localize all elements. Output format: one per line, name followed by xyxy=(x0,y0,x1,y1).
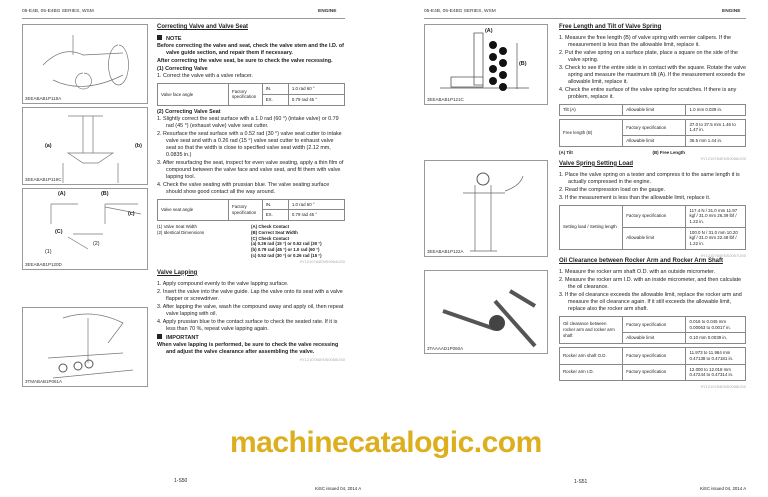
figure-label: 3EEABAB1P120D xyxy=(25,262,62,268)
section-title: Valve Lapping xyxy=(157,269,198,276)
legend-item: (a) 0.26 rad (15 °) or 0.52 rad (30 °) xyxy=(251,241,322,247)
cell: 1.0 rad 60 ° xyxy=(288,199,344,210)
cell: 0.79 rad 45 ° xyxy=(288,94,344,105)
right-header-rule xyxy=(424,18,746,19)
cell: Oil clearance between rocker arm and rocker arm shaft xyxy=(560,316,623,343)
cell: Factory specification xyxy=(623,348,686,364)
cell: EX. xyxy=(262,210,288,221)
cell: Allowable limit xyxy=(623,333,686,344)
label-1: (1) xyxy=(45,249,52,255)
cell: 0.79 rad 45 ° xyxy=(288,210,344,221)
valve-seat-angle-table xyxy=(157,199,345,221)
cell: 117.4 N / 31.0 mm 11.97 kgf / 31.0 mm 26.39 lbf / 1.22 in. xyxy=(686,205,746,227)
page-number: 1-S50 xyxy=(174,478,188,484)
subheading: (2) Correcting Valve Seat xyxy=(157,108,221,115)
cell: IN. xyxy=(262,84,288,95)
label-C: (C) xyxy=(55,229,63,235)
cell: Rocker arm I.D. xyxy=(560,364,623,380)
legend-item: (C) Check Contact xyxy=(251,235,290,241)
oil-clearance-table xyxy=(559,316,746,344)
cell: Allowable limit xyxy=(623,104,686,115)
figure-seat-contact xyxy=(22,188,148,270)
step: 1. Slightly correct the seat surface with a 1.0 rad (60 °) (intake valve) or 0.79 rad (45 °) (exhaust valve) valve seat cutter. xyxy=(157,115,339,129)
section-title: Correcting Valve and Valve Seat xyxy=(157,24,249,30)
figure-legend xyxy=(559,150,746,156)
rocker-arm-table xyxy=(559,347,746,381)
important-heading: IMPORTANT xyxy=(166,334,199,341)
page-number: 1-S51 xyxy=(574,479,588,485)
cell: Factory specification xyxy=(229,84,263,105)
doc-code: 9Y1210784ENS0065US0 xyxy=(299,356,345,362)
step: 2. Insert the valve into the valve guide. Lap the valve onto its seat with a valve flapper or screwdriver. xyxy=(157,288,343,302)
cell: Tilt (A) xyxy=(560,104,623,115)
note-heading: NOTE xyxy=(166,35,182,42)
legend-item: (A) Tilt xyxy=(559,149,573,155)
step: 4. Apply prussian blue to the contact surface to check the seated rate. If it is less than 70 %, repeat valve lapping again. xyxy=(157,318,338,332)
section-title: Valve Spring Setting Load xyxy=(559,160,634,167)
seat-cutter-drawing xyxy=(23,108,149,186)
cell: Valve seat angle xyxy=(158,199,229,220)
right-text-column xyxy=(559,24,746,389)
cell: Valve face angle xyxy=(158,84,229,105)
doc-code: 9Y1210784ENS0068US0 xyxy=(700,384,746,389)
section-title: Oil Clearance between Rocker Arm and Rocker Arm Shaft xyxy=(559,258,723,265)
step: 1. Measure the free length (B) of valve spring with vernier calipers. If the measurement is less than the allowable limit, replace it. xyxy=(559,34,731,48)
cell: 37.0 to 37.5 mm 1.46 to 1.47 in. xyxy=(686,119,746,135)
figure-label: 3EEABAB1P118A xyxy=(25,96,62,102)
step: 2. Put the valve spring on a surface plate, place a square on the side of the valve spring. xyxy=(559,49,738,63)
cell: IN. xyxy=(262,199,288,210)
doc-code: 9Y1210784ENS0064US0 xyxy=(299,258,345,264)
spring-tester-drawing xyxy=(425,161,549,258)
section-title: Free Length and Tilt of Valve Spring xyxy=(559,24,662,30)
legend-item: (b) 0.79 rad (45 °) or 1.0 rad (60 °) xyxy=(251,247,320,253)
important-item: When valve lapping is performed, be sure to check the valve recessing and adjust the valve clearance after assembling the valve. xyxy=(157,341,339,355)
important-bullet-icon xyxy=(157,334,162,339)
cell: 100.0 N / 31.0 mm 10.20 kgf / 31.0 mm 22.48 lbf / 1.22 in. xyxy=(686,227,746,249)
tilt-table xyxy=(559,104,746,116)
note-bullet-icon xyxy=(157,35,162,40)
step: 4. Check the valve seating with prussian blue. The valve seating surface should show good contact all the way around. xyxy=(157,181,330,195)
cell: 1.0 mm 0.039 in. xyxy=(686,104,746,115)
cell: Allowable limit xyxy=(623,136,686,147)
cell: Factory specification xyxy=(623,316,686,332)
cell: Factory specification xyxy=(229,199,263,220)
subheading: (1) Correcting Valve xyxy=(157,66,208,73)
step: 2. Measure the rocker arm I.D. with an inside micrometer, and then calculate the oil clearance. xyxy=(559,276,742,290)
label-b: (b) xyxy=(135,143,142,149)
figure-legend xyxy=(157,224,345,258)
figure-label: 3EEABAB1P121C xyxy=(427,97,464,103)
step: 1. Measure the rocker arm shaft O.D. with an outside micrometer. xyxy=(559,268,716,275)
legend-item: (c) 0.52 rad (30 °) or 0.26 rad (15 °) xyxy=(251,252,322,258)
step: 3. Check to see if the entire side is in contact with the square. Rotate the valve spring and measure the maximum tilt (A). If the measurement exceeds the allowable limit, replace it. xyxy=(559,64,746,85)
cell: 0.016 to 0.045 mm 0.00063 to 0.0017 in. xyxy=(686,316,746,332)
figure-valve-refacer xyxy=(22,24,148,104)
figure-spring-tilt xyxy=(424,24,548,105)
label-2: (2) xyxy=(93,241,100,247)
legend-item: (B) Correct Seat Width xyxy=(251,229,298,235)
step: 4. Check the entire surface of the valve spring for scratches. If there is any problem, replace it. xyxy=(559,86,737,100)
doc-code: 9Y1210784ENS0066US0 xyxy=(700,155,746,161)
legend-item: (2) Identical Dimensions xyxy=(157,229,205,235)
note-item: Before correcting the valve and seat, check the valve stem and the I.D. of valve guide section, and repair them if necessary. xyxy=(157,43,344,57)
cell: 11.973 to 11.984 mm 0.47138 to 0.47181 in. xyxy=(686,348,746,364)
label-a: (a) xyxy=(45,143,52,149)
seat-contact-drawing xyxy=(23,189,149,271)
step: 3. After resurfacing the seat, inspect for even valve seating, apply a thin film of compound between the valve face and valve seat, and fit them with valve lapping tool. xyxy=(157,159,344,180)
cell: Free length (B) xyxy=(560,119,623,146)
issue-info: KiSC issued 04, 2014 A xyxy=(315,486,362,491)
step: 1. Apply compound evenly to the valve lapping surface. xyxy=(157,280,289,287)
label-c: (c) xyxy=(128,211,135,217)
left-header-rule xyxy=(22,18,345,19)
cell: Factory specification xyxy=(623,364,686,380)
valve-lapping-drawing xyxy=(23,308,149,388)
figure-valve-lapping xyxy=(22,307,148,387)
setting-load-table xyxy=(559,205,746,250)
step: 2. Read the compression load on the gauge. xyxy=(559,186,666,193)
cell: 12.000 to 12.018 mm 0.47244 to 0.47314 in. xyxy=(686,364,746,380)
figure-label: 3TAAAAD1P060A xyxy=(427,346,464,352)
step: 1. Place the valve spring on a tester and compress it to the same length it is actually compressed in the engine. xyxy=(559,171,740,185)
figure-label: 3EEABAB1P119C xyxy=(25,177,62,183)
label-B: (B) xyxy=(519,61,527,67)
doc-code: 9Y1210784ENS0067US0 xyxy=(700,252,746,258)
figure-seat-cutter xyxy=(22,107,148,185)
cell: Factory specification xyxy=(623,119,686,135)
cell: EX. xyxy=(262,94,288,105)
free-length-table xyxy=(559,119,746,147)
cell: Rocker arm shaft O.D. xyxy=(560,348,623,364)
legend-item: (A) Check Contact xyxy=(251,224,290,230)
issue-info: KiSC issued 04, 2014 A xyxy=(700,486,747,491)
legend-item: (B) Free Length xyxy=(652,149,685,155)
figure-spring-tester xyxy=(424,160,548,257)
left-text-column xyxy=(157,24,345,362)
figure-label: 3TMABAB1P061A xyxy=(25,379,63,385)
figure-label: 3EEABAB1P122A xyxy=(427,249,464,255)
spring-drawing xyxy=(425,25,549,106)
step: 3. If the oil clearance exceeds the allowable limit, replace the rocker arm and measure the oil clearance again. If it still exceeds the allowable limit, replace also the rocker arm shaft. xyxy=(559,291,742,312)
right-header-title: 05-E4B, 05-E4BG SERIES, WSM xyxy=(424,9,496,14)
step: 1. Correct the valve with a valve refacer. xyxy=(157,73,253,80)
label-A: (A) xyxy=(58,191,66,197)
step: 3. After lapping the valve, wash the compound away and apply oil, then repeat valve lapping with oil. xyxy=(157,303,344,317)
cell: Setting load / Setting length xyxy=(560,205,623,249)
figure-micrometer xyxy=(424,270,548,354)
label-B: (B) xyxy=(101,191,109,197)
valve-face-angle-table xyxy=(157,83,345,105)
left-header-title: 05-E4B, 05-E4BG SERIES, WSM xyxy=(22,9,94,14)
note-item: After correcting the valve seat, be sure to check the valve recessing. xyxy=(157,58,333,65)
step: 3. If the measurement is less than the allowable limit, replace it. xyxy=(559,194,711,201)
cell: 36.5 mm 1.44 in. xyxy=(686,136,746,147)
label-A: (A) xyxy=(485,28,493,34)
watermark: machinecatalogic.com xyxy=(230,426,542,459)
micrometer-drawing xyxy=(425,271,549,355)
legend-item: (1) Valve Seat Width xyxy=(157,224,197,230)
cell: Factory specification xyxy=(623,205,686,227)
cell: Allowable limit xyxy=(623,227,686,249)
valve-refacer-drawing xyxy=(23,25,149,105)
right-header-section: ENGINE xyxy=(722,9,741,14)
cell: 1.0 rad 60 ° xyxy=(288,84,344,95)
cell: 0.10 mm 0.0039 in. xyxy=(686,333,746,344)
step: 2. Resurface the seat surface with a 0.52 rad (30 °) valve seat cutter to intake valve seat and with a 0.26 rad (15 °) valve seat cutter to exhaust valve seat so that the width is close to specified valve seat width (2.12 mm, 0.0835 in.) xyxy=(157,130,342,158)
left-header-section: ENGINE xyxy=(318,9,337,14)
